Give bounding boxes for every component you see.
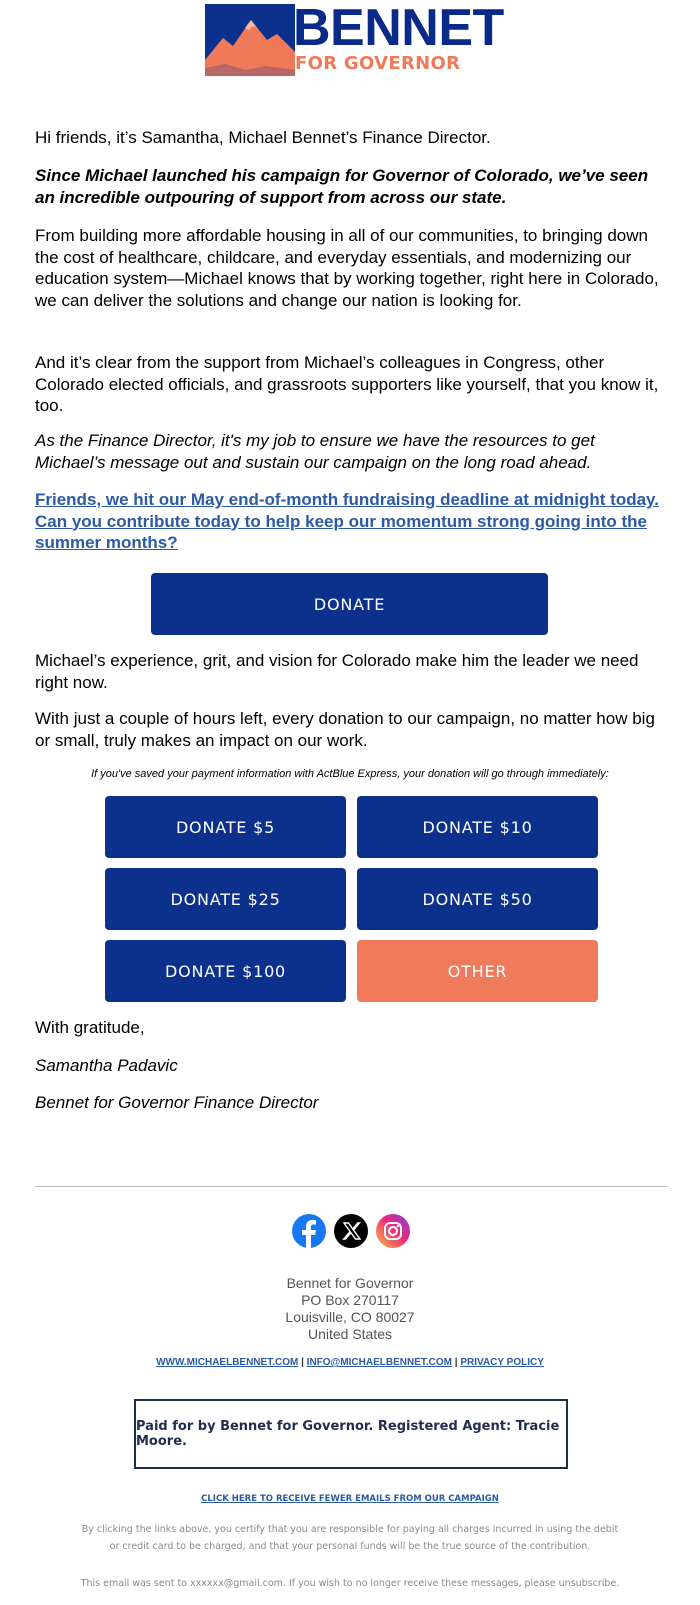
paid-for-disclaimer: Paid for by Bennet for Governor. Registered Agent: Tracie Moore. bbox=[134, 1399, 568, 1469]
donate-button[interactable]: DONATE bbox=[151, 573, 548, 635]
paragraph-4: Michael’s experience, grit, and vision for Colorado make him the leader we need right now. bbox=[35, 651, 639, 692]
link-separator: | bbox=[454, 1357, 461, 1368]
cta-link[interactable]: Friends, we hit our May end-of-month fundraising deadline at midnight today. Can you contribute today to help keep our momentum strong going into the summer months? bbox=[35, 490, 659, 552]
logo-title: BENNET bbox=[293, 0, 504, 57]
email-link[interactable]: INFO@MICHAELBENNET.COM bbox=[306, 1357, 452, 1368]
footer-divider bbox=[35, 1186, 667, 1187]
x-icon[interactable] bbox=[334, 1214, 368, 1248]
lead-paragraph: Since Michael launched his campaign for Governor of Colorado, we’ve seen an incredible outpouring of support from across our state. bbox=[35, 166, 649, 207]
closing: With gratitude, bbox=[35, 1018, 145, 1037]
signature-title: Bennet for Governor Finance Director bbox=[35, 1093, 319, 1112]
address-country: United States bbox=[307, 1326, 393, 1342]
donate-5-button[interactable]: DONATE $5 bbox=[105, 796, 346, 858]
paragraph-5: With just a couple of hours left, every donation to our campaign, no matter how big or small, truly makes an impact on our work. bbox=[35, 709, 655, 750]
other-amount-button[interactable]: OTHER bbox=[357, 940, 598, 1002]
logo-subtitle: FOR GOVERNOR bbox=[295, 53, 461, 74]
sent-to-notice: This email was sent to xxxxxx@gmail.com. If you wish to no longer receive these messages, please unsubscribe. bbox=[80, 1578, 620, 1589]
logo bbox=[205, 0, 505, 76]
address-pobox: PO Box 270117 bbox=[301, 1292, 399, 1308]
paragraph-3: As the Finance Director, it's my job to ensure we have the resources to get Michael’s message out and sustain our campaign on the long road ahead. bbox=[35, 431, 595, 472]
mountain-logo-icon bbox=[205, 4, 295, 76]
donate-50-button[interactable]: DONATE $50 bbox=[357, 868, 598, 930]
facebook-icon[interactable] bbox=[292, 1214, 326, 1248]
instagram-icon[interactable] bbox=[376, 1214, 410, 1248]
website-link[interactable]: WWW.MICHAELBENNET.COM bbox=[156, 1357, 299, 1368]
fewer-emails-link[interactable]: CLICK HERE TO RECEIVE FEWER EMAILS FROM OUR CAMPAIGN bbox=[201, 1494, 499, 1504]
donate-10-button[interactable]: DONATE $10 bbox=[357, 796, 598, 858]
paragraph-1: From building more affordable housing in all of our communities, to bringing down the cost of healthcare, childcare, and everyday essentials, and modernizing our education system—Michael knows that by working together, right here in Colorado, we can deliver the solutions and change our nation is looking for. bbox=[35, 226, 659, 310]
paragraph-2: And it’s clear from the support from Michael’s colleagues in Congress, other Colorado elected officials, and grassroots supporters like yourself, that you know it, too. bbox=[35, 353, 659, 415]
express-note: If you've saved your payment information with ActBlue Express, your donation will go through immediately: bbox=[91, 768, 609, 780]
greeting: Hi friends, it’s Samantha, Michael Bennet’s Finance Director. bbox=[35, 128, 491, 147]
signature-name: Samantha Padavic bbox=[35, 1056, 178, 1075]
certify-disclaimer: By clicking the links above, you certify that you are responsible for paying all charges incurred in using the debit or credit card to be charged, and that your personal funds will be the true source of the contribution. bbox=[81, 1524, 619, 1552]
link-separator: | bbox=[301, 1357, 307, 1368]
address-org: Bennet for Governor bbox=[286, 1275, 414, 1291]
footer-links bbox=[0, 1357, 700, 1368]
donate-25-button[interactable]: DONATE $25 bbox=[105, 868, 346, 930]
address-city: Louisville, CO 80027 bbox=[285, 1309, 415, 1325]
donate-100-button[interactable]: DONATE $100 bbox=[105, 940, 346, 1002]
privacy-policy-link[interactable]: PRIVACY POLICY bbox=[460, 1357, 544, 1368]
